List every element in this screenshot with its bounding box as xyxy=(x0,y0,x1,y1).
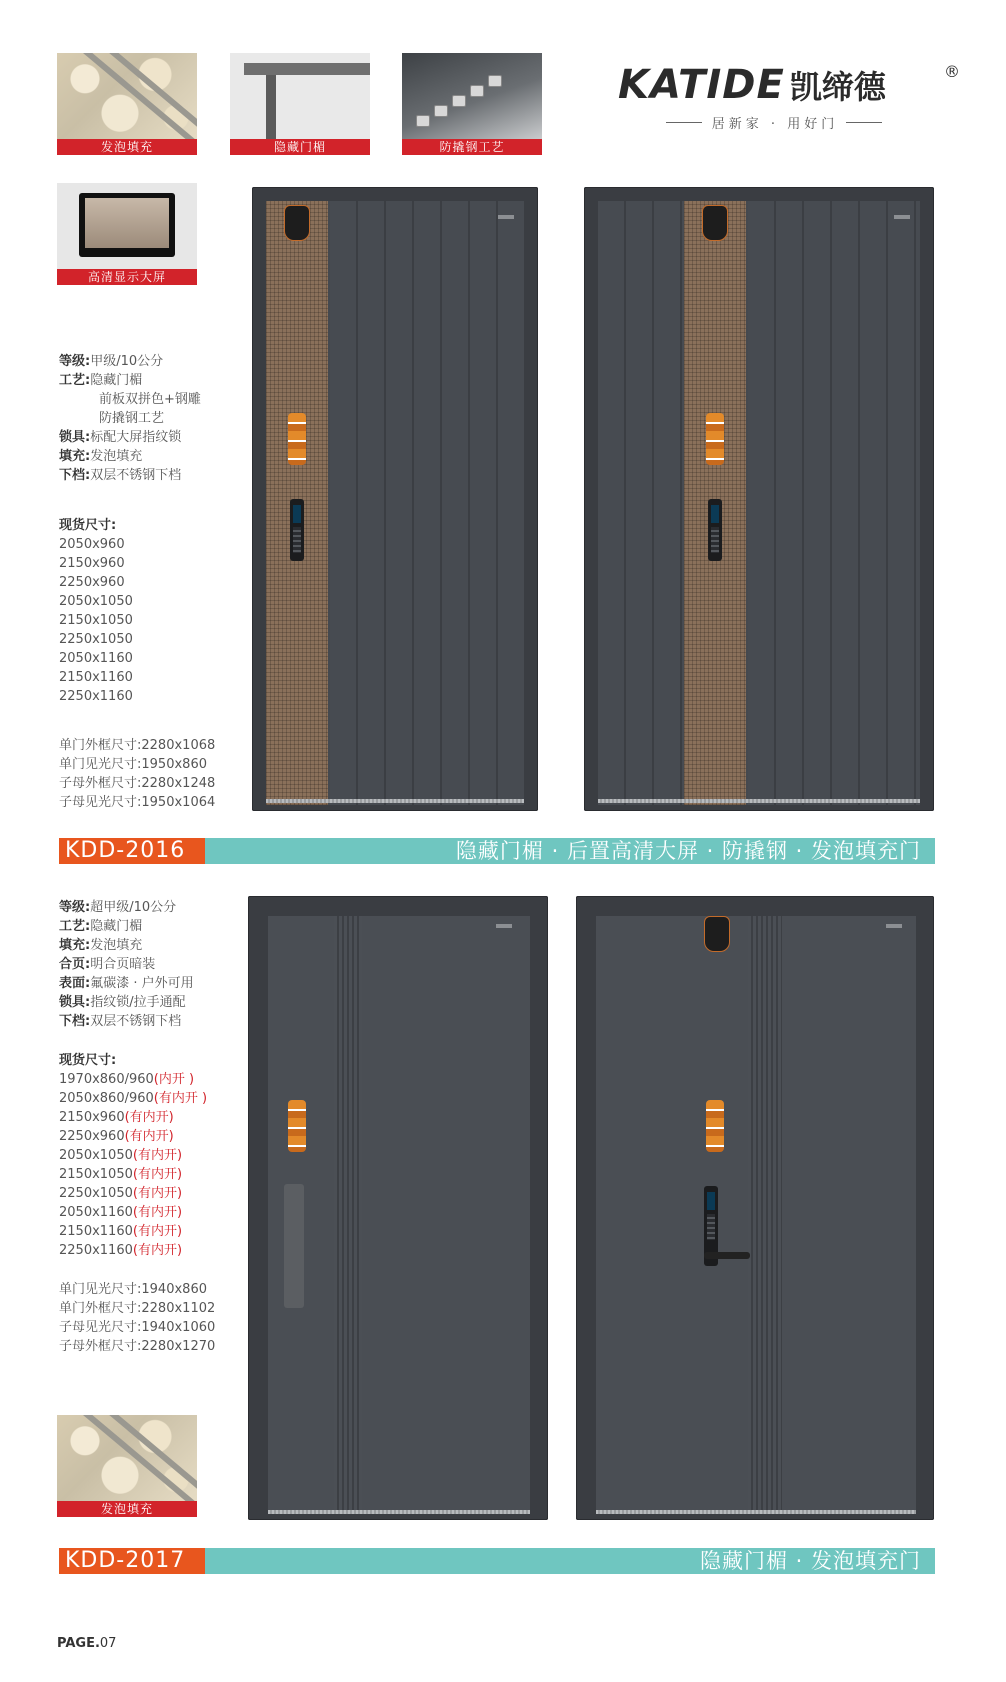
feature-foam-fill xyxy=(57,53,197,155)
dim-row: 单门见光尺寸:1950x860 xyxy=(59,757,207,772)
spec-row: 填充:发泡填充 xyxy=(59,938,143,953)
feature-foam-fill-2 xyxy=(57,1415,197,1517)
certification-badge-icon xyxy=(288,413,306,465)
dim-row: 子母外框尺寸:2280x1248 xyxy=(59,776,216,791)
spec-row: 防撬钢工艺 xyxy=(99,411,165,426)
size-item: 1970x860/960(内开 ) xyxy=(59,1072,195,1087)
hd-screen-display-icon xyxy=(284,205,310,241)
brand-latin: KATIDE xyxy=(618,62,785,108)
brand-plate-icon xyxy=(894,215,910,219)
certification-badge-icon xyxy=(706,1100,724,1152)
page-number xyxy=(57,1636,116,1651)
pull-handle-lock-icon xyxy=(284,1184,304,1308)
hd-screen-display-icon xyxy=(704,916,730,952)
feature-label: 隐藏门楣 xyxy=(230,139,370,155)
product2-description: 隐藏门楣 · 发泡填充门 xyxy=(699,1549,921,1573)
product1-description: 隐藏门楣 · 后置高清大屏 · 防撬钢 · 发泡填充门 xyxy=(455,839,921,863)
door-kdd2017-single xyxy=(248,896,548,1520)
door-kdd2017-mother xyxy=(576,896,934,1520)
feature-hd-screen xyxy=(57,183,197,285)
anti-pry-steel-photo-icon xyxy=(402,53,542,139)
foam-fill-photo-icon xyxy=(57,1415,197,1501)
size-item: 2150x960 xyxy=(59,556,125,571)
spec-row: 锁具:标配大屏指纹锁 xyxy=(59,430,182,445)
door-kdd2016-single xyxy=(252,187,538,811)
dim-row: 单门见光尺寸:1940x860 xyxy=(59,1282,207,1297)
dim-row: 子母见光尺寸:1940x1060 xyxy=(59,1320,216,1335)
dim-row: 子母外框尺寸:2280x1270 xyxy=(59,1339,216,1354)
hidden-lintel-photo-icon xyxy=(230,53,370,139)
size-item: 2250x1160 xyxy=(59,689,133,704)
hd-screen-display-icon xyxy=(702,205,728,241)
spec-row: 等级:甲级/10公分 xyxy=(59,354,164,369)
door-kdd2016-mother xyxy=(584,187,934,811)
spec-row: 表面:氟碳漆 · 户外可用 xyxy=(59,976,194,991)
size-item: 2050x960 xyxy=(59,537,125,552)
size-item: 2250x960 xyxy=(59,575,125,590)
fingerprint-lock-icon xyxy=(708,499,722,561)
certification-badge-icon xyxy=(288,1100,306,1152)
size-item: 2050x1160(有内开) xyxy=(59,1205,183,1220)
size-item: 2050x1050(有内开) xyxy=(59,1148,183,1163)
brand-cn: 凯缔德 xyxy=(789,68,886,106)
brand-plate-icon xyxy=(886,924,902,928)
feature-hidden-lintel xyxy=(230,53,370,155)
product1-specs xyxy=(59,352,239,485)
spec-row: 下档:双层不锈钢下档 xyxy=(59,1014,182,1029)
size-item: 2050x860/960(有内开 ) xyxy=(59,1091,208,1106)
spec-row: 下档:双层不锈钢下档 xyxy=(59,468,182,483)
brand-tagline: 居新家 · 用好门 xyxy=(711,117,839,132)
feature-anti-pry xyxy=(402,53,542,155)
door-leaf xyxy=(596,916,916,1512)
spec-row: 工艺:隐藏门楣 xyxy=(59,919,143,934)
product1-dims xyxy=(59,736,249,812)
page-label: PAGE. xyxy=(57,1636,100,1651)
registered-mark: ® xyxy=(944,62,960,81)
dim-row: 单门外框尺寸:2280x1068 xyxy=(59,738,216,753)
feature-label: 发泡填充 xyxy=(57,1501,197,1517)
page-value: 07 xyxy=(99,1636,117,1651)
dim-row: 单门外框尺寸:2280x1102 xyxy=(59,1301,216,1316)
spec-row: 填充:发泡填充 xyxy=(59,449,143,464)
brand-plate-icon xyxy=(498,215,514,219)
brand-plate-icon xyxy=(496,924,512,928)
product1-sizes xyxy=(59,516,239,706)
feature-label: 高清显示大屏 xyxy=(57,269,197,285)
door-leaf xyxy=(598,201,920,805)
size-item: 2050x1160 xyxy=(59,651,133,666)
product2-model: KDD-2017 xyxy=(59,1548,205,1574)
spec-row: 锁具:指纹锁/拉手通配 xyxy=(59,995,186,1010)
product1-model: KDD-2016 xyxy=(59,838,205,864)
size-item: 2250x1050 xyxy=(59,632,133,647)
product2-sizes xyxy=(59,1051,259,1260)
feature-label: 防撬钢工艺 xyxy=(402,139,542,155)
spec-row: 前板双拼色+钢雕 xyxy=(99,392,201,407)
spec-row: 合页:明合页暗装 xyxy=(59,957,156,972)
product2-dims xyxy=(59,1280,259,1356)
product2-specs xyxy=(59,898,239,1031)
spec-row: 等级:超甲级/10公分 xyxy=(59,900,177,915)
product1-banner xyxy=(59,838,935,864)
size-item: 2250x1050(有内开) xyxy=(59,1186,183,1201)
size-item: 2150x1050(有内开) xyxy=(59,1167,183,1182)
size-item: 2050x1050 xyxy=(59,594,133,609)
brand-tagline-row xyxy=(666,113,886,131)
size-item: 2250x1160(有内开) xyxy=(59,1243,183,1258)
brand-logo xyxy=(618,62,960,108)
size-item: 2250x960(有内开) xyxy=(59,1129,174,1144)
dim-row: 子母见光尺寸:1950x1064 xyxy=(59,795,216,810)
product2-banner xyxy=(59,1548,935,1574)
door-leaf xyxy=(266,201,524,805)
sizes-title: 现货尺寸: xyxy=(59,518,117,533)
size-item: 2150x1050 xyxy=(59,613,133,628)
size-item: 2150x960(有内开) xyxy=(59,1110,174,1125)
size-item: 2150x1160(有内开) xyxy=(59,1224,183,1239)
feature-label: 发泡填充 xyxy=(57,139,197,155)
fingerprint-lock-icon xyxy=(290,499,304,561)
certification-badge-icon xyxy=(706,413,724,465)
hd-screen-photo-icon xyxy=(57,183,197,269)
door-leaf xyxy=(268,916,530,1512)
spec-row: 工艺:隐藏门楣 xyxy=(59,373,143,388)
foam-fill-photo-icon xyxy=(57,53,197,139)
size-item: 2150x1160 xyxy=(59,670,133,685)
sizes-title: 现货尺寸: xyxy=(59,1053,117,1068)
lever-handle-icon xyxy=(704,1252,750,1259)
